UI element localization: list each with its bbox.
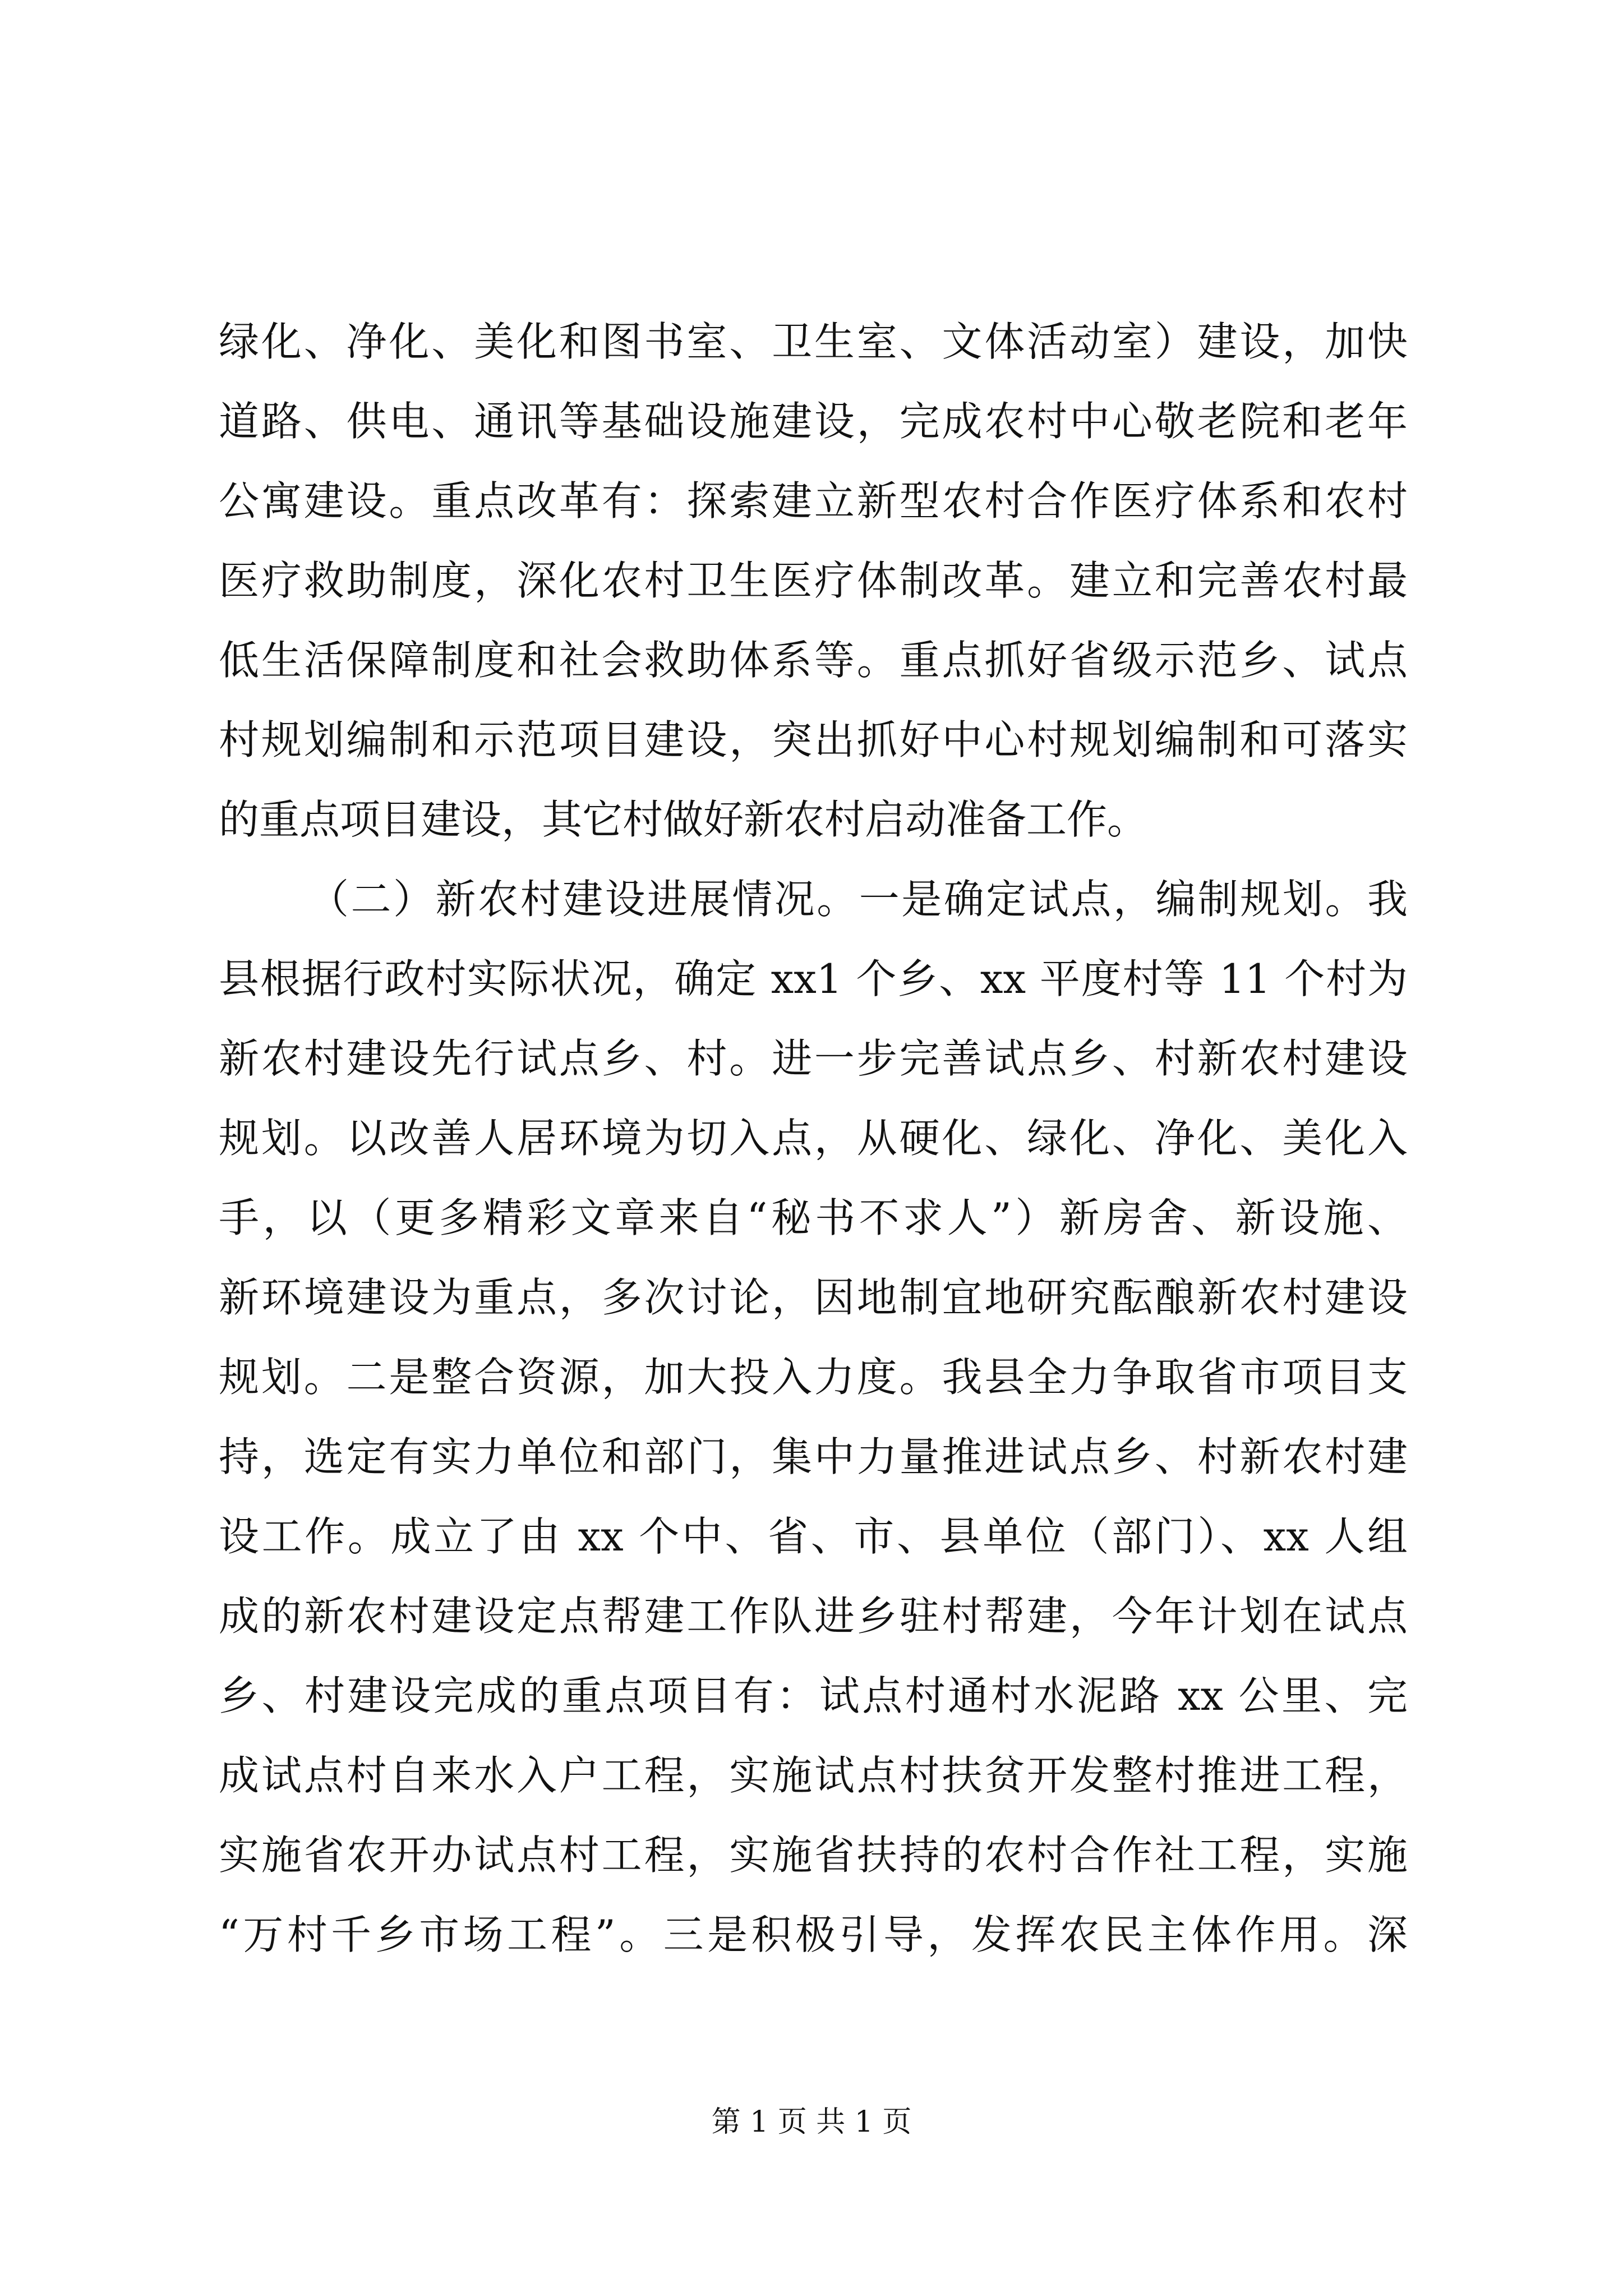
text-line: 成的新农村建设定点帮建工作队进乡驻村帮建，今年计划在试点 <box>219 1593 1408 1640</box>
text-line: 低生活保障制度和社会救助体系等。重点抓好省级示范乡、试点 <box>219 637 1408 684</box>
text-line: 规划。以改善人居环境为切入点，从硬化、绿化、净化、美化入 <box>219 1115 1408 1162</box>
text-line: 乡、村建设完成的重点项目有：试点村通村水泥路 xx 公里、完 <box>219 1672 1408 1719</box>
text-line: 的重点项目建设，其它村做好新农村启动准备工作。 <box>219 796 1148 843</box>
document-body <box>219 302 1408 1975</box>
page-footer: 第 1 页 共 1 页 <box>711 2105 912 2139</box>
paragraph-start-line: （二）新农村建设进展情况。一是确定试点，编制规划。我 <box>308 876 1408 923</box>
text-line: 道路、供电、通讯等基础设施建设，完成农村中心敬老院和老年 <box>219 398 1408 445</box>
text-line: 规划。二是整合资源，加大投入力度。我县全力争取省市项目支 <box>219 1354 1408 1401</box>
text-line: 实施省农开办试点村工程，实施省扶持的农村合作社工程，实施 <box>219 1832 1408 1879</box>
text-line: 新环境建设为重点，多次讨论，因地制宜地研究酝酿新农村建设 <box>219 1274 1408 1321</box>
text-line: 绿化、净化、美化和图书室、卫生室、文体活动室）建设，加快 <box>219 318 1408 365</box>
text-line: 医疗救助制度，深化农村卫生医疗体制改革。建立和完善农村最 <box>219 557 1408 604</box>
text-line: 县根据行政村实际状况，确定 xx1 个乡、xx 平度村等 11 个村为 <box>219 955 1408 1002</box>
text-line: 村规划编制和示范项目建设，突出抓好中心村规划编制和可落实 <box>219 716 1408 763</box>
text-line: 成试点村自来水入户工程，实施试点村扶贫开发整村推进工程， <box>219 1752 1408 1799</box>
text-line: 公寓建设。重点改革有：探索建立新型农村合作医疗体系和农村 <box>219 477 1408 524</box>
text-line: 手，以（更多精彩文章来自“秘书不求人”）新房舍、新设施、 <box>219 1194 1408 1241</box>
text-line: 新农村建设先行试点乡、村。进一步完善试点乡、村新农村建设 <box>219 1035 1408 1082</box>
text-line: 设工作。成立了由 xx 个中、省、市、县单位（部门）、xx 人组 <box>219 1513 1408 1560</box>
text-line: “万村千乡市场工程”。三是积极引导，发挥农民主体作用。深 <box>219 1911 1408 1958</box>
text-line: 持，选定有实力单位和部门，集中力量推进试点乡、村新农村建 <box>219 1433 1408 1480</box>
